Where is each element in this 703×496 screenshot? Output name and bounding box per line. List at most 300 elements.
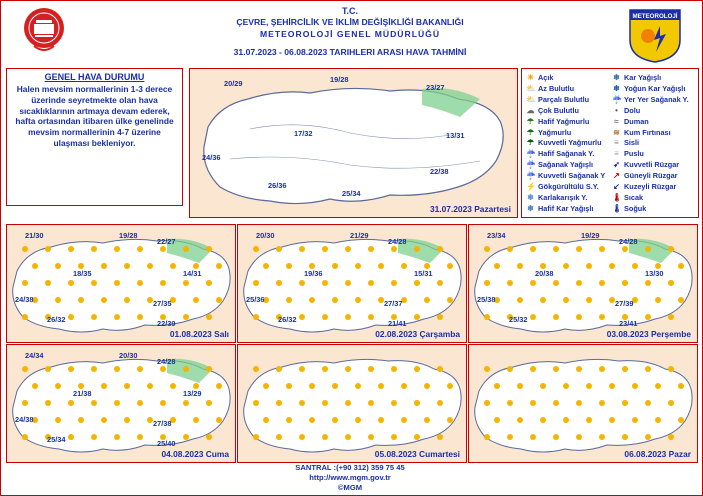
day-temp: 21/29: [350, 231, 369, 240]
sun-icon: [345, 434, 351, 440]
legend-item-right-7: [612, 149, 644, 158]
sun-icon: [322, 366, 328, 372]
day-map-6: [468, 344, 698, 463]
sun-icon: [437, 280, 443, 286]
day-temp: 24/28: [157, 357, 176, 366]
sun-icon: [206, 400, 212, 406]
legend-item-right-6: [612, 138, 639, 147]
legend-item-right-1: [612, 84, 685, 93]
day-temp: 21/41: [388, 319, 407, 328]
sun-icon: [368, 366, 374, 372]
sun-icon: [437, 366, 443, 372]
sun-icon: [355, 383, 361, 389]
legend-label: Kuvvetli Sağanak Y: [538, 171, 606, 181]
cold-icon: 🌡: [612, 203, 623, 213]
sun-icon: [378, 263, 384, 269]
meteorology-logo-text: METEOROLOJİ: [632, 13, 678, 20]
sun-icon: [622, 280, 628, 286]
sun-icon: [401, 263, 407, 269]
legend-label: Kum Fırtınası: [624, 127, 671, 137]
sun-icon: [55, 383, 61, 389]
day-date-label: 01.08.2023 Salı: [169, 329, 229, 339]
light-rain-icon: ☂: [526, 116, 535, 126]
sun-icon: [45, 246, 51, 252]
sun-icon: [160, 400, 166, 406]
legend-item-right-4: [612, 117, 649, 126]
sun-icon: [668, 246, 674, 252]
sun-icon: [599, 280, 605, 286]
sun-icon: [91, 434, 97, 440]
heavy-rain-icon: ☂: [526, 138, 535, 148]
sun-icon: [91, 366, 97, 372]
sun-icon: [494, 417, 500, 423]
sun-icon: [263, 383, 269, 389]
sun-icon: [345, 314, 351, 320]
sun-icon: [114, 246, 120, 252]
sun-icon: [78, 297, 84, 303]
main-temp-se: 22/38: [430, 167, 449, 176]
sun-icon: [599, 246, 605, 252]
sun-icon: [68, 366, 74, 372]
sun-icon: [368, 434, 374, 440]
sun-icon: [678, 417, 684, 423]
hot-icon: 🌡: [612, 192, 623, 202]
sun-icon: [45, 366, 51, 372]
legend-item-left-12: [526, 204, 593, 213]
legend-label: Parçalı Bulutlu: [538, 94, 590, 104]
header-forecast-range: 31.07.2023 - 06.08.2023 TARIHLERI ARASI HAVA TAHMİNİ: [233, 47, 467, 57]
sun-icon: [586, 297, 592, 303]
sun-icon: [276, 366, 282, 372]
sun-icon: [517, 263, 523, 269]
sun-icon: [530, 280, 536, 286]
fog-icon: ≡: [614, 138, 619, 148]
sun-icon: [609, 417, 615, 423]
turkey-map-small: [469, 345, 697, 462]
sun-icon: [632, 263, 638, 269]
day-temp: 26/32: [278, 315, 297, 324]
sun-icon: [576, 246, 582, 252]
sun-icon: [276, 434, 282, 440]
sun-icon: [193, 297, 199, 303]
turkey-map-small: [238, 225, 466, 342]
sun-icon: [322, 314, 328, 320]
sun-icon: [253, 400, 259, 406]
sun-icon: [114, 280, 120, 286]
sun-icon: [114, 400, 120, 406]
sun-icon: [253, 246, 259, 252]
sun-icon: [253, 434, 259, 440]
main-temp-nw: 20/29: [224, 79, 243, 88]
day-date-label: 06.08.2023 Pazar: [624, 449, 691, 459]
day-temp: 27/37: [384, 299, 403, 308]
sun-icon: [276, 246, 282, 252]
main-temp-s: 26/36: [268, 181, 287, 190]
sun-icon: [540, 417, 546, 423]
sun-icon: [553, 366, 559, 372]
sun-icon: [276, 400, 282, 406]
day-date-label: 04.08.2023 Cuma: [161, 449, 229, 459]
sun-icon: [563, 297, 569, 303]
sun-icon: [299, 246, 305, 252]
sun-icon: [576, 400, 582, 406]
sun-icon: [414, 314, 420, 320]
sun-icon: [299, 366, 305, 372]
sun-icon: [517, 297, 523, 303]
weather-legend: [521, 68, 699, 218]
sun-icon: [170, 383, 176, 389]
sun-icon: [160, 280, 166, 286]
sun-icon: [206, 314, 212, 320]
footer-url[interactable]: http://www.mgm.gov.tr: [309, 473, 391, 482]
legend-item-left-11: [526, 193, 587, 202]
sun-icon: [517, 383, 523, 389]
sun-icon: [309, 383, 315, 389]
hail-icon: •: [615, 105, 618, 115]
sun-icon: [540, 297, 546, 303]
sun-icon: [206, 434, 212, 440]
sun-icon: [137, 314, 143, 320]
sun-icon: [645, 314, 651, 320]
sun-icon: [378, 417, 384, 423]
sun-icon: [484, 434, 490, 440]
day-temp: 23/34: [487, 231, 506, 240]
sun-icon: [68, 246, 74, 252]
legend-item-left-10: [526, 182, 599, 191]
sun-icon: [91, 400, 97, 406]
sun-icon: [45, 400, 51, 406]
sun-icon: [391, 280, 397, 286]
sun-icon: [114, 366, 120, 372]
sun-icon: [78, 417, 84, 423]
day-date-label: 02.08.2023 Çarşamba: [375, 329, 460, 339]
sun-icon: [332, 263, 338, 269]
sun-icon: [216, 263, 222, 269]
light-snow-icon: ❄: [527, 203, 534, 213]
sun-icon: [309, 297, 315, 303]
sun-icon: [114, 314, 120, 320]
sun-icon: [263, 263, 269, 269]
sun-icon: [599, 314, 605, 320]
sun-icon: [391, 246, 397, 252]
sun-icon: [286, 417, 292, 423]
day-temp: 22/27: [157, 237, 176, 246]
sun-icon: [206, 366, 212, 372]
sun-icon: [355, 417, 361, 423]
sun-icon: [678, 297, 684, 303]
legend-item-right-5: [612, 128, 671, 137]
sun-icon: [668, 366, 674, 372]
header-ministry: ÇEVRE, ŞEHİRCİLİK VE İKLİM DEĞİŞİKLİĞİ BAKANLIĞI: [236, 17, 464, 27]
header-tc: T.C.: [341, 6, 358, 16]
south-wind-icon: ↗: [613, 171, 620, 181]
sun-icon: [345, 366, 351, 372]
day-temp: 24/28: [388, 237, 407, 246]
sun-icon: [530, 246, 536, 252]
sun-icon: [576, 366, 582, 372]
legend-label: Gökgürültülü S.Y.: [538, 182, 599, 191]
sun-icon: [55, 417, 61, 423]
sun-icon: [22, 366, 28, 372]
sun-icon: [322, 400, 328, 406]
day-date-label: 03.08.2023 Perşembe: [606, 329, 691, 339]
main-temp-w: 24/36: [202, 153, 221, 162]
day-temp: 21/38: [73, 389, 92, 398]
sun-icon: [447, 383, 453, 389]
sun-icon: [391, 366, 397, 372]
day-temp: 23/41: [619, 319, 638, 328]
legend-item-left-2: [526, 95, 589, 104]
sun-icon: [299, 400, 305, 406]
sun-icon: [401, 417, 407, 423]
sun-icon: [424, 417, 430, 423]
sun-icon: [678, 263, 684, 269]
sun-icon: [183, 280, 189, 286]
heavy-snow-icon: ❄: [613, 83, 620, 93]
sun-icon: [137, 246, 143, 252]
sun-icon: [137, 280, 143, 286]
legend-item-left-4: [526, 117, 589, 126]
legend-item-right-10: [612, 182, 676, 191]
legend-label: Kar Yağışlı: [624, 73, 662, 82]
sun-icon: [206, 246, 212, 252]
legend-item-right-8: [612, 160, 679, 169]
legend-item-right-12: [612, 204, 646, 213]
sun-icon: [253, 366, 259, 372]
legend-item-right-11: [612, 193, 643, 202]
sun-icon: [668, 434, 674, 440]
sun-icon: [586, 263, 592, 269]
sun-icon: [507, 366, 513, 372]
sun-icon: [553, 434, 559, 440]
sun-icon: [345, 400, 351, 406]
sun-icon: [55, 297, 61, 303]
sun-icon: [22, 434, 28, 440]
sun-icon: [147, 383, 153, 389]
sun-icon: [322, 434, 328, 440]
sun-icon: [622, 366, 628, 372]
sun-icon: [193, 417, 199, 423]
day-temp: 19/36: [304, 269, 323, 278]
sun-icon: [124, 297, 130, 303]
legend-item-left-1: [526, 84, 574, 93]
sun-icon: [216, 417, 222, 423]
sun-icon: [437, 246, 443, 252]
sun-icon: [253, 280, 259, 286]
day-temp: 27/38: [153, 419, 172, 428]
legend-label: Yoğun Kar Yağışlı: [624, 83, 686, 93]
sun-icon: [299, 314, 305, 320]
day-temp: 13/29: [183, 389, 202, 398]
legend-label: Sisli: [624, 138, 640, 148]
sun-icon: [563, 383, 569, 389]
scattered-shower-icon: ☔: [612, 94, 622, 104]
sun-icon: [401, 383, 407, 389]
sun-icon: [553, 280, 559, 286]
sun-icon: [576, 434, 582, 440]
legend-label: Hafif Yağmurlu: [538, 116, 590, 126]
sun-icon: [507, 434, 513, 440]
sun-icon: [206, 280, 212, 286]
sun-icon: [447, 263, 453, 269]
haze-icon: ≡: [614, 149, 619, 159]
sun-icon: [563, 417, 569, 423]
sun-icon: [332, 383, 338, 389]
turkey-map-small: [238, 345, 466, 462]
day-map-2: [237, 224, 467, 343]
sun-icon: [599, 400, 605, 406]
sun-icon: [276, 280, 282, 286]
day-temp: 15/31: [414, 269, 433, 278]
sun-icon: [530, 314, 536, 320]
snow-icon: ❄: [613, 73, 620, 82]
sun-icon: [322, 280, 328, 286]
sun-icon: [124, 417, 130, 423]
strong-wind-icon: ➶: [613, 160, 620, 170]
main-forecast-map: [189, 68, 518, 218]
sun-icon: [22, 280, 28, 286]
sun-icon: [668, 400, 674, 406]
sun-icon: [368, 246, 374, 252]
sun-icon: [160, 246, 166, 252]
sun-icon: [609, 263, 615, 269]
legend-item-left-0: [526, 73, 553, 82]
sun-icon: [632, 383, 638, 389]
sun-icon: [183, 366, 189, 372]
sun-icon: [355, 263, 361, 269]
sun-icon: [507, 280, 513, 286]
turkey-map-small: [7, 345, 235, 462]
turkey-map-small: [7, 225, 235, 342]
legend-item-left-5: [526, 128, 571, 137]
sun-icon: [414, 366, 420, 372]
cloudy-icon: ☁: [526, 105, 535, 115]
sun-icon: [91, 280, 97, 286]
sandstorm-icon: ≋: [613, 127, 620, 137]
ministry-logo: [22, 6, 66, 58]
sun-icon: [494, 263, 500, 269]
sun-icon: [622, 434, 628, 440]
main-temp-e: 13/31: [446, 131, 465, 140]
sun-icon: [540, 383, 546, 389]
legend-label: Kuzeyli Rüzgar: [624, 182, 677, 191]
main-temp-ne: 23/27: [426, 83, 445, 92]
sun-icon: [437, 400, 443, 406]
day-temp: 19/28: [119, 231, 138, 240]
legend-item-left-9: [526, 171, 605, 180]
day-temp: 19/29: [581, 231, 600, 240]
sun-icon: [137, 400, 143, 406]
sun-icon: [437, 314, 443, 320]
sun-icon: [391, 400, 397, 406]
day-temp: 18/35: [73, 269, 92, 278]
sun-icon: [530, 434, 536, 440]
sun-icon: [124, 263, 130, 269]
sun-icon: [530, 400, 536, 406]
day-temp: 21/30: [25, 231, 44, 240]
day-map-5: [237, 344, 467, 463]
sun-icon: [622, 400, 628, 406]
sun-icon: [22, 314, 28, 320]
sun-icon: [183, 246, 189, 252]
rain-icon: ☂: [526, 127, 535, 137]
sun-icon: [507, 246, 513, 252]
legend-label: Sıcak: [624, 192, 644, 202]
meteorology-logo: [624, 6, 686, 64]
sun-icon: [32, 263, 38, 269]
sun-icon: ☀: [526, 73, 535, 82]
sun-icon: [368, 280, 374, 286]
day-temp: 25/40: [157, 439, 176, 448]
sun-icon: [645, 434, 651, 440]
legend-label: Dolu: [624, 105, 641, 115]
sun-icon: [437, 434, 443, 440]
sun-icon: [517, 417, 523, 423]
sun-icon: [484, 314, 490, 320]
sun-icon: [322, 246, 328, 252]
legend-item-right-9: [612, 171, 678, 180]
sleet-icon: ❄: [527, 192, 534, 202]
sun-icon: [599, 366, 605, 372]
sun-icon: [484, 280, 490, 286]
sun-icon: [183, 314, 189, 320]
sun-icon: [68, 280, 74, 286]
sun-icon: [22, 400, 28, 406]
main-map-date: 31.07.2023 Pazartesi: [429, 204, 511, 214]
day-temp: 25/32: [509, 315, 528, 324]
sun-icon: [447, 297, 453, 303]
sun-icon: [286, 263, 292, 269]
sun-icon: [170, 263, 176, 269]
sun-icon: [447, 417, 453, 423]
legend-label: Karlakarışık Y.: [538, 192, 588, 202]
sun-icon: [655, 297, 661, 303]
sun-icon: [22, 246, 28, 252]
sun-icon: [332, 417, 338, 423]
main-temp-sc: 25/34: [342, 189, 361, 198]
sun-icon: [494, 383, 500, 389]
sun-icon: [309, 417, 315, 423]
sun-icon: [332, 297, 338, 303]
day-map-4: [6, 344, 236, 463]
general-weather-title: GENEL HAVA DURUMU: [44, 72, 145, 82]
shower-icon: ☔: [526, 160, 536, 170]
sun-icon: [299, 280, 305, 286]
sun-icon: [68, 400, 74, 406]
day-temp: 24/38: [15, 415, 34, 424]
sun-icon: [655, 383, 661, 389]
sun-cloud-icon: ⛅: [526, 83, 536, 93]
heavy-shower-icon: ☔: [526, 171, 536, 181]
sun-icon: [263, 417, 269, 423]
sun-icon: [91, 246, 97, 252]
sun-icon: [645, 246, 651, 252]
sun-icon: [55, 263, 61, 269]
sun-icon: [645, 366, 651, 372]
sun-icon: [424, 383, 430, 389]
legend-label: Güneyli Rüzgar: [624, 171, 678, 181]
day-date-label: 05.08.2023 Cumartesi: [374, 449, 460, 459]
sun-icon: [678, 383, 684, 389]
sun-icon: [137, 366, 143, 372]
sun-icon: [368, 400, 374, 406]
sun-icon: [286, 383, 292, 389]
legend-item-left-7: [526, 149, 594, 158]
sun-icon: [414, 400, 420, 406]
header-directorate: METEOROLOJİ GENEL MÜDÜRLÜĞÜ: [259, 29, 441, 39]
legend-label: Yağmurlu: [538, 127, 572, 137]
smoke-icon: ≈: [614, 116, 619, 126]
